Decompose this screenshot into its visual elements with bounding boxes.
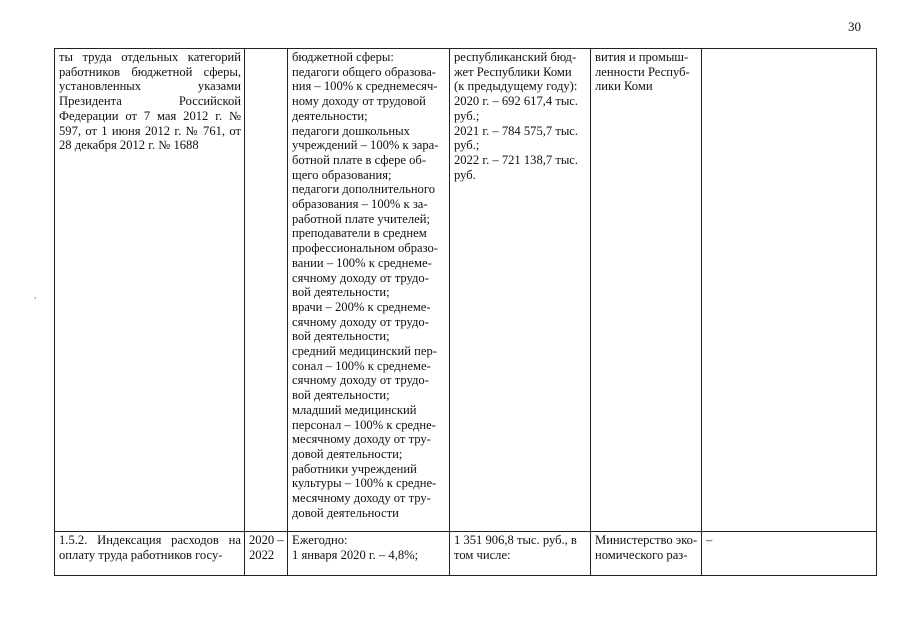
document-table	[54, 48, 877, 576]
text-line: руб.	[454, 167, 476, 182]
text-line: месячному доходу от тру-	[292, 432, 431, 447]
text-line: вании – 100% к среднеме-	[292, 255, 432, 270]
text-line: ленности Респуб-	[595, 64, 690, 79]
text-line: лики Коми	[595, 79, 653, 94]
text-line: средний медицинский пер-	[292, 344, 438, 359]
text-line: вой деятельности;	[292, 329, 390, 344]
text-line: работной плате учителей;	[292, 211, 430, 226]
text-line: месячному доходу от тру-	[292, 491, 431, 506]
responsible-cell	[591, 49, 702, 532]
text-line: профессиональном образо-	[292, 241, 438, 256]
text-line: руб.;	[454, 108, 480, 123]
text-line: 2022 г. – 721 138,7 тыс.	[454, 152, 579, 167]
text-line: учреждений – 100% к зара-	[292, 138, 439, 153]
text-line: руб.;	[454, 138, 480, 153]
text-line: вой деятельности;	[292, 285, 390, 300]
text-line: педагоги дошкольных	[292, 123, 410, 138]
text-line: работники учреждений	[292, 461, 417, 476]
period-cell	[245, 49, 288, 532]
text-line: бюджетной сферы:	[292, 50, 394, 64]
text-line: преподаватели в среднем	[292, 226, 427, 241]
table-row	[55, 49, 877, 532]
text-line: сячному доходу от трудо-	[292, 314, 429, 329]
text-line: довой деятельности;	[292, 446, 403, 461]
table-row	[55, 532, 877, 576]
text-line: 2020 г. – 692 617,4 тыс.	[454, 94, 579, 109]
text-line: сонал – 100% к среднеме-	[292, 358, 431, 373]
page-number: 30	[848, 19, 861, 34]
text-line: педагоги дополнительного	[292, 182, 436, 197]
text-line: 1 января 2020 г. – 4,8%;	[292, 547, 419, 562]
text-line: республиканский бюд-	[454, 50, 577, 64]
measure-cell: 1.5.2. Индексация расходов на оплату труда работников госу-	[55, 532, 245, 576]
text-line: том числе:	[454, 547, 511, 562]
responsible-cell	[591, 532, 702, 576]
text-line: жет Республики Коми	[454, 64, 572, 79]
text-line: (к предыдущему году):	[454, 79, 578, 94]
text-line: Ежегодно:	[292, 533, 348, 547]
text-line: сячному доходу от трудо-	[292, 270, 429, 285]
funding-cell	[450, 532, 591, 576]
measure-cell: ты труда отдельных категорий работников бюджетной сферы, установленных указами Президента Российской Федерации от 7 мая 2012 г. № 597, от 1 июня 2012 г. № 761, от 28 декабря 2012 г. № 1688	[55, 49, 245, 532]
text-line: ботной плате в сфере об-	[292, 152, 427, 167]
funding-cell	[450, 49, 591, 532]
indicator-cell	[288, 532, 450, 576]
margin-mark: ,	[34, 290, 37, 300]
text-line: врачи – 200% к среднеме-	[292, 299, 431, 314]
text-line: номического раз-	[595, 547, 688, 562]
text-line: персонал – 100% к средне-	[292, 417, 436, 432]
text-line: ния – 100% к среднемесяч-	[292, 79, 438, 94]
text-line: щего образования;	[292, 167, 392, 182]
text-line: довой деятельности	[292, 505, 399, 520]
text-line: педагоги общего образова-	[292, 64, 437, 79]
text-line: Министерство эко-	[595, 533, 698, 547]
notes-cell: –	[702, 532, 877, 576]
text-line: деятельности;	[292, 108, 368, 123]
text-line: вой деятельности;	[292, 388, 390, 403]
notes-cell	[702, 49, 877, 532]
text-line: 1 351 906,8 тыс. руб., в	[454, 533, 577, 547]
text-line: 2020 –	[249, 533, 284, 547]
text-line: ному доходу от трудовой	[292, 94, 426, 109]
text-line: 2022	[249, 547, 275, 562]
text-line: культуры – 100% к средне-	[292, 476, 437, 491]
indicator-cell	[288, 49, 450, 532]
text-line: младший медицинский	[292, 402, 417, 417]
text-line: 2021 г. – 784 575,7 тыс.	[454, 123, 579, 138]
text-line: сячному доходу от трудо-	[292, 373, 429, 388]
text-line: вития и промыш-	[595, 50, 689, 64]
period-cell	[245, 532, 288, 576]
text-line: образования – 100% к за-	[292, 197, 428, 212]
